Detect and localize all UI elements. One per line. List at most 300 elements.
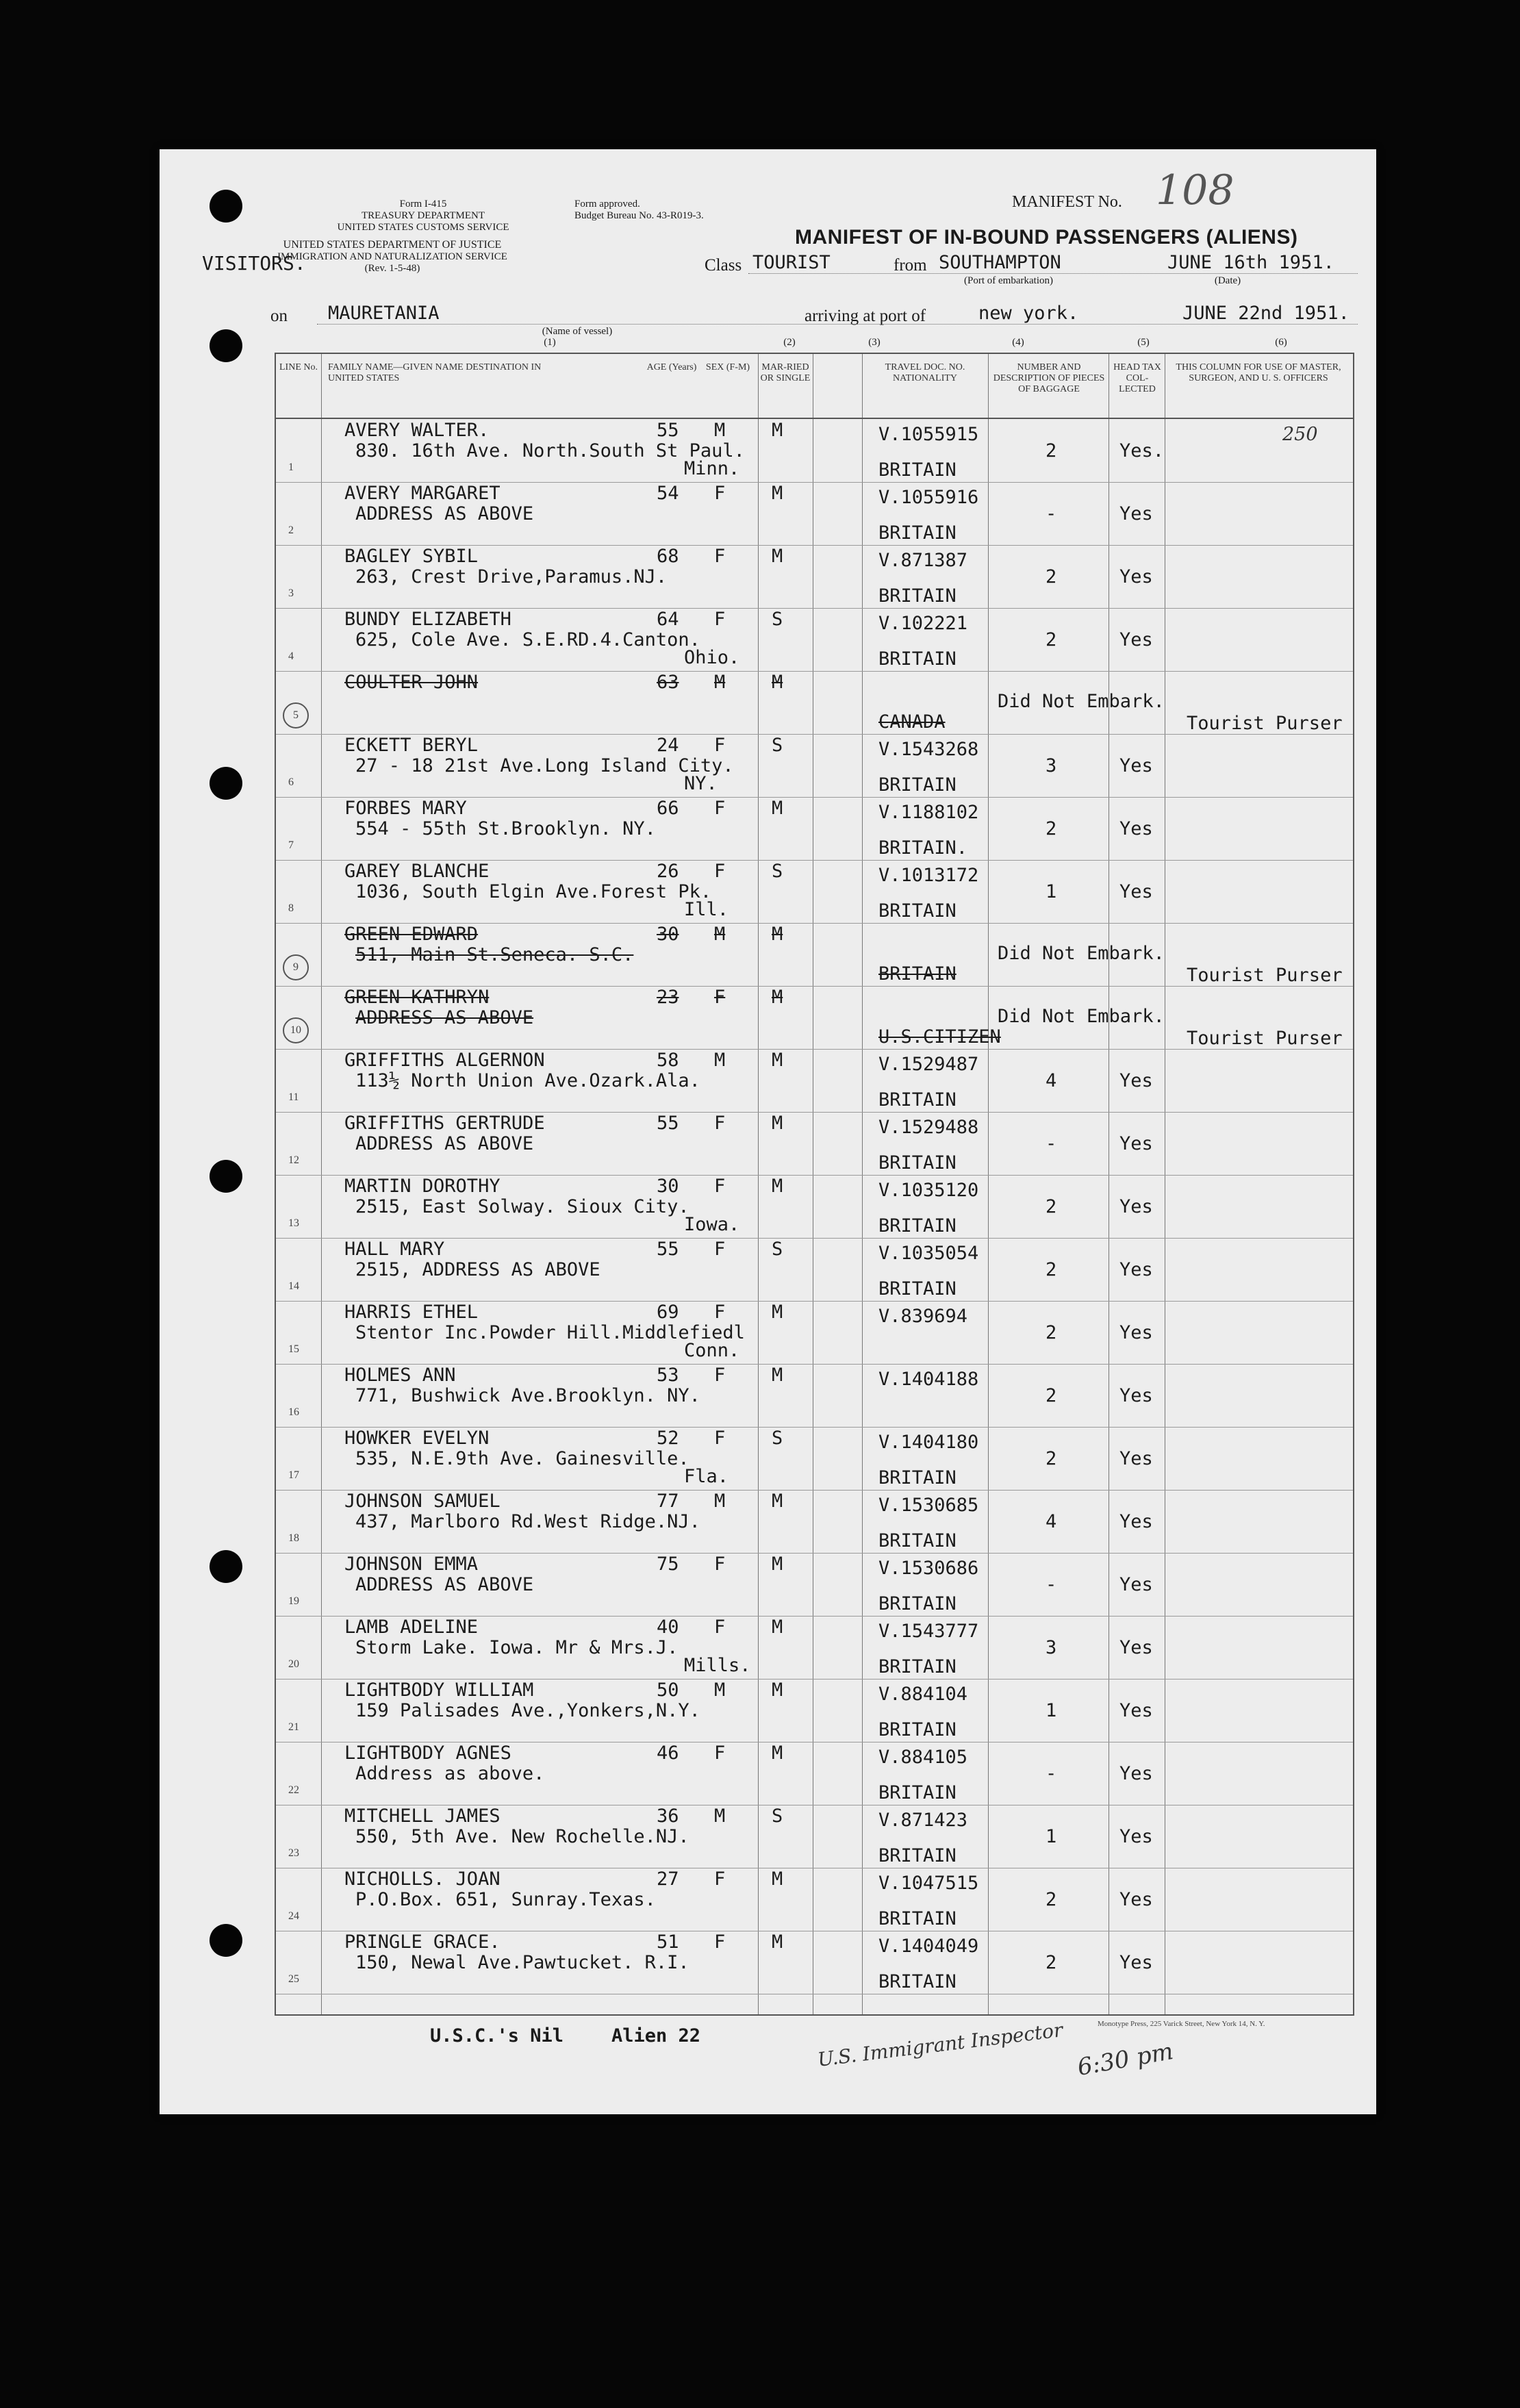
col-num-4: (4) [1012,337,1024,348]
baggage-count: 2 [1046,629,1057,650]
nationality: BRITAIN [878,1593,957,1614]
baggage-count: Did Not Embark. [998,943,1165,964]
destination-address: 625, Cole Ave. S.E.RD.4.Canton. [355,629,700,650]
baggage-count: 3 [1046,1637,1057,1658]
printer-credit: Monotype Press, 225 Varick Street, New York 14, N. Y. [1098,2020,1265,2028]
destination-address-cont: Iowa. [684,1214,740,1235]
binder-hole [210,767,242,800]
table-row [276,1490,1353,1554]
table-row [276,1238,1353,1302]
col-header-officers: THIS COLUMN FOR USE OF MASTER, SURGEON, AND U. S. OFFICERS [1176,362,1341,383]
marital-status: M [772,1050,783,1071]
passenger-name: JOHNSON SAMUEL [344,1491,501,1512]
head-tax: Yes [1119,1952,1153,1973]
table-row [276,1175,1353,1239]
binder-hole [210,329,242,362]
nationality: BRITAIN [878,1845,957,1866]
line-number: 9 [283,954,309,980]
head-tax: Yes [1119,566,1153,587]
travel-doc-no: V.1404188 [878,1369,979,1390]
passenger-name: LIGHTBODY WILLIAM [344,1680,534,1701]
passenger-sex: M [714,1050,726,1071]
passenger-name: GAREY BLANCHE [344,861,490,882]
line-number: 21 [288,1721,299,1733]
table-row [276,1931,1353,1994]
destination-address: 511, Main St.Seneca. S.C. [355,944,634,965]
destination-address: 1036, South Elgin Ave.Forest Pk. [355,881,712,902]
passenger-age: 55 [657,420,679,441]
nationality: BRITAIN [878,963,957,985]
passenger-sex: F [714,1742,726,1764]
line-number: 14 [288,1280,299,1292]
passenger-sex: F [714,798,726,819]
col-header-head-tax: HEAD TAX COL-LECTED [1113,362,1161,394]
col-header-name: FAMILY NAME—GIVEN NAME DESTINATION IN UNITED STATES [328,362,542,383]
destination-address-cont: Ill. [684,899,729,920]
head-tax: Yes [1119,818,1153,839]
head-tax: Yes [1119,1700,1153,1721]
nationality: BRITAIN [878,1530,957,1551]
marital-status: M [772,987,783,1008]
passenger-name: HOWKER EVELYN [344,1428,490,1449]
marital-status: M [772,1868,783,1890]
destination-address: P.O.Box. 651, Sunray.Texas. [355,1889,656,1910]
baggage-count: Did Not Embark. [998,691,1165,712]
passenger-name: COULTER JOHN [344,672,479,693]
head-tax: Yes. [1119,440,1165,461]
baggage-count: - [1046,503,1057,524]
travel-doc-no: V.1530685 [878,1495,979,1516]
destination-address: 437, Marlboro Rd.West Ridge.NJ. [355,1511,700,1532]
passenger-age: 51 [657,1931,679,1953]
passenger-name: GREEN EDWARD [344,924,479,945]
col-num-5: (5) [1137,337,1150,348]
marital-status: M [772,420,783,441]
destination-address: 830. 16th Ave. North.South St Paul. [355,440,745,461]
passenger-age: 50 [657,1680,679,1701]
vessel-note: (Name of vessel) [542,326,613,337]
passenger-sex: F [714,1302,726,1323]
passenger-sex: M [714,1805,726,1827]
passenger-sex: F [714,1176,726,1197]
class-value: TOURIST [752,252,831,273]
treasury-dept: TREASURY DEPARTMENT [361,210,485,221]
destination-address: 2515, ADDRESS AS ABOVE [355,1259,600,1280]
nationality: BRITAIN [878,1215,957,1237]
arrival-port: new york. [978,303,1079,324]
passenger-name: GRIFFITHS ALGERNON [344,1050,545,1071]
line-number: 22 [288,1784,299,1796]
passenger-age: 69 [657,1302,679,1323]
line-number: 12 [288,1154,299,1166]
destination-address: 263, Crest Drive,Paramus.NJ. [355,566,668,587]
marital-status: M [772,483,783,504]
line-number: 4 [288,650,294,662]
travel-doc-no: V.839694 [878,1306,968,1327]
nationality: BRITAIN [878,459,957,481]
usc-count: U.S.C.'s Nil [430,2025,564,2046]
passenger-sex: F [714,735,726,756]
nationality: BRITAIN [878,1719,957,1740]
marital-status: M [772,798,783,819]
passenger-age: 54 [657,483,679,504]
passenger-name: AVERY MARGARET [344,483,501,504]
marital-status: S [772,861,783,882]
passenger-age: 27 [657,1868,679,1890]
line-number: 13 [288,1217,299,1229]
destination-address: 771, Bushwick Ave.Brooklyn. NY. [355,1385,700,1406]
line-number: 25 [288,1973,299,1985]
nationality: CANADA [878,711,946,733]
passenger-name: GRIFFITHS GERTRUDE [344,1113,545,1134]
passenger-sex: F [714,1113,726,1134]
col-header-line: LINE No. [279,362,318,372]
passenger-name: LIGHTBODY AGNES [344,1742,511,1764]
baggage-count: 2 [1046,1952,1057,1973]
destination-address: Storm Lake. Iowa. Mr & Mrs.J. [355,1637,679,1658]
passenger-age: 24 [657,735,679,756]
nationality: BRITAIN. [878,837,968,859]
passenger-age: 75 [657,1554,679,1575]
destination-address: 150, Newal Ave.Pawtucket. R.I. [355,1952,689,1973]
officer-note: 250 [1282,424,1318,445]
passenger-age: 66 [657,798,679,819]
marital-status: S [772,735,783,756]
destination-address-cont: NY. [684,773,718,794]
travel-doc-no: V.1047515 [878,1873,979,1894]
travel-doc-no: V.1529488 [878,1117,979,1138]
vessel-name: MAURETANIA [328,303,440,324]
line-number: 18 [288,1532,299,1544]
line-number: 15 [288,1343,299,1355]
table-row [276,1427,1353,1491]
nationality: BRITAIN [878,522,957,544]
budget-bureau: Budget Bureau No. 43-R019-3. [574,210,704,221]
passenger-name: LAMB ADELINE [344,1617,479,1638]
passenger-sex: M [714,1491,726,1512]
line-number: 6 [288,776,294,788]
passenger-age: 26 [657,861,679,882]
passenger-sex: F [714,1554,726,1575]
marital-status: S [772,1239,783,1260]
passenger-sex: F [714,1931,726,1953]
passenger-age: 30 [657,1176,679,1197]
passenger-name: BUNDY ELIZABETH [344,609,511,630]
marital-status: S [772,1428,783,1449]
passenger-age: 58 [657,1050,679,1071]
travel-doc-no: V.884104 [878,1684,968,1705]
line-number: 5 [283,702,309,728]
baggage-count: - [1046,1574,1057,1595]
passenger-name: GREEN KATHRYN [344,987,490,1008]
nationality: BRITAIN [878,774,957,796]
baggage-count: Did Not Embark. [998,1006,1165,1027]
passenger-sex: F [714,546,726,567]
passenger-sex: F [714,1617,726,1638]
manifest-title: MANIFEST OF IN-BOUND PASSENGERS (ALIENS) [795,226,1298,249]
passenger-age: 64 [657,609,679,630]
travel-doc-no: V.1035120 [878,1180,979,1201]
marital-status: M [772,924,783,945]
destination-address: 550, 5th Ave. New Rochelle.NJ. [355,1826,689,1847]
destination-address: ADDRESS AS ABOVE [355,1133,534,1154]
passenger-age: 55 [657,1113,679,1134]
table-row [276,671,1353,735]
col-num-1: (1) [544,337,556,348]
destination-address: ADDRESS AS ABOVE [355,1007,534,1028]
arrival-date: JUNE 22nd 1951. [1182,303,1350,324]
passenger-name: BAGLEY SYBIL [344,546,479,567]
table-row [276,1112,1353,1176]
nationality: BRITAIN [878,1656,957,1677]
from-label: from [894,256,927,275]
passenger-name: PRINGLE GRACE. [344,1931,501,1953]
customs-service: UNITED STATES CUSTOMS SERVICE [337,222,509,233]
marital-status: M [772,1931,783,1953]
passenger-age: 53 [657,1365,679,1386]
travel-doc-no: V.1543268 [878,739,979,760]
travel-doc-no: V.1529487 [878,1054,979,1075]
col-num-6: (6) [1275,337,1287,348]
ins-service: IMMIGRATION AND NATURALIZATION SERVICE [277,251,507,262]
nationality: BRITAIN [878,1278,957,1300]
baggage-count: 2 [1046,818,1057,839]
form-number: Form I-415 [399,199,447,210]
destination-address: 113½ North Union Ave.Ozark.Ala. [355,1070,700,1091]
destination-address: 554 - 55th St.Brooklyn. NY. [355,818,656,839]
visitors-stamp: VISITORS. [202,252,306,275]
head-tax: Yes [1119,1889,1153,1910]
nationality: U.S.CITIZEN [878,1026,1001,1048]
col-num-3: (3) [868,337,881,348]
justice-dept: UNITED STATES DEPARTMENT OF JUSTICE [283,239,502,251]
head-tax: Yes [1119,1196,1153,1217]
head-tax: Yes [1119,1133,1153,1154]
head-tax: Yes [1119,1322,1153,1343]
destination-address-cont: Mills. [684,1655,751,1676]
baggage-count: 3 [1046,755,1057,776]
inspector-stamp: U.S. Immigrant Inspector [816,2018,1065,2071]
marital-status: M [772,1680,783,1701]
passenger-name: HALL MARY [344,1239,445,1260]
form-approved: Form approved. [574,199,640,210]
head-tax: Yes [1119,1574,1153,1595]
table-row [276,419,1353,483]
passenger-sex: F [714,1365,726,1386]
on-label: on [270,307,288,325]
table-row [276,608,1353,672]
passenger-name: MITCHELL JAMES [344,1805,501,1827]
date-note: (Date) [1214,275,1241,286]
passenger-sex: F [714,1868,726,1890]
destination-address-cont: Fla. [684,1466,729,1487]
destination-address: ADDRESS AS ABOVE [355,1574,534,1595]
passenger-age: 52 [657,1428,679,1449]
marital-status: S [772,609,783,630]
line-number: 7 [288,839,294,851]
alien-count: Alien 22 [611,2025,701,2046]
manifest-no-label: MANIFEST No. [1012,193,1122,211]
head-tax: Yes [1119,1763,1153,1784]
passenger-sex: F [714,609,726,630]
marital-status: M [772,672,783,693]
table-row [276,482,1353,546]
passenger-age: 63 [657,672,679,693]
baggage-count: - [1046,1763,1057,1784]
officer-note: Tourist Purser [1187,965,1343,986]
travel-doc-no: V.1013172 [878,865,979,886]
passenger-age: 30 [657,924,679,945]
line-number: 24 [288,1910,299,1922]
arriving-label: arriving at port of [805,307,926,325]
head-tax: Yes [1119,503,1153,524]
table-row [276,1868,1353,1931]
col-header-age: AGE (Years) [646,362,697,372]
marital-status: M [772,1617,783,1638]
baggage-count: 2 [1046,1448,1057,1469]
destination-address: Stentor Inc.Powder Hill.Middlefiedl [355,1322,745,1343]
travel-doc-no: V.102221 [878,613,968,634]
baggage-count: 2 [1046,1259,1057,1280]
line-number: 20 [288,1658,299,1670]
passenger-name: FORBES MARY [344,798,467,819]
travel-doc-no: V.1055916 [878,487,979,508]
head-tax: Yes [1119,1637,1153,1658]
col-header-travel-doc: TRAVEL DOC. NO. NATIONALITY [885,362,965,383]
travel-doc-no: V.1404049 [878,1936,979,1957]
nationality: BRITAIN [878,1782,957,1803]
line-number: 1 [288,461,294,473]
destination-address-cont: Ohio. [684,647,740,668]
nationality: BRITAIN [878,900,957,922]
nationality: BRITAIN [878,585,957,607]
baggage-count: 4 [1046,1070,1057,1091]
head-tax: Yes [1119,1070,1153,1091]
officer-note: Tourist Purser [1187,713,1343,734]
head-tax: Yes [1119,1448,1153,1469]
travel-doc-no: V.871423 [878,1810,968,1831]
baggage-count: 2 [1046,1889,1057,1910]
table-row [276,986,1353,1050]
form-revision: (Rev. 1-5-48) [364,263,420,274]
passenger-age: 36 [657,1805,679,1827]
from-value: SOUTHAMPTON [939,252,1061,273]
passenger-age: 23 [657,987,679,1008]
travel-doc-no: V.884105 [878,1747,968,1768]
class-label: Class [705,256,742,275]
destination-address: 2515, East Solway. Sioux City. [355,1196,689,1217]
travel-doc-no: V.871387 [878,550,968,571]
officer-note: Tourist Purser [1187,1028,1343,1049]
passenger-sex: M [714,420,726,441]
passenger-age: 46 [657,1742,679,1764]
departure-date: JUNE 16th 1951. [1167,252,1334,273]
passenger-sex: F [714,861,726,882]
line-number: 11 [288,1091,299,1103]
passenger-name: HARRIS ETHEL [344,1302,479,1323]
marital-status: M [772,1742,783,1764]
baggage-count: - [1046,1133,1057,1154]
table-row [276,1805,1353,1868]
head-tax: Yes [1119,1826,1153,1847]
travel-doc-no: V.1543777 [878,1621,979,1642]
marital-status: M [772,1491,783,1512]
table-row [276,797,1353,861]
marital-status: M [772,1365,783,1386]
passenger-sex: M [714,672,726,693]
head-tax: Yes [1119,881,1153,902]
line-number: 3 [288,587,294,599]
marital-status: M [772,1176,783,1197]
manifest-no-value: 108 [1156,166,1234,214]
travel-doc-no: V.1404180 [878,1432,979,1453]
table-row [276,734,1353,798]
line-number: 23 [288,1847,299,1859]
travel-doc-no: V.1188102 [878,802,979,823]
table-row [276,923,1353,987]
baggage-count: 2 [1046,1196,1057,1217]
table-row [276,1301,1353,1365]
col-num-2: (2) [783,337,796,348]
table-row [276,1364,1353,1428]
baggage-count: 2 [1046,440,1057,461]
passenger-age: 77 [657,1491,679,1512]
table-row [276,1679,1353,1742]
marital-status: M [772,1302,783,1323]
baggage-count: 1 [1046,1826,1057,1847]
nationality: BRITAIN [878,1971,957,1992]
marital-status: S [772,1805,783,1827]
line-number: 2 [288,524,294,536]
passenger-name: MARTIN DOROTHY [344,1176,501,1197]
line-number: 17 [288,1469,299,1481]
destination-address: ADDRESS AS ABOVE [355,503,534,524]
destination-address-cont: Minn. [684,458,740,479]
destination-address: 27 - 18 21st Ave.Long Island City. [355,755,734,776]
passenger-sex: M [714,924,726,945]
baggage-count: 1 [1046,1700,1057,1721]
baggage-count: 2 [1046,1322,1057,1343]
passenger-sex: F [714,483,726,504]
head-tax: Yes [1119,1259,1153,1280]
line-number: 10 [283,1017,309,1043]
table-row [276,1616,1353,1680]
passenger-sex: F [714,987,726,1008]
line-number: 8 [288,902,294,914]
table-row [276,1049,1353,1113]
nationality: BRITAIN [878,1152,957,1174]
head-tax: Yes [1119,755,1153,776]
marital-status: M [772,1554,783,1575]
travel-doc-no: V.1530686 [878,1558,979,1579]
table-row [276,860,1353,924]
destination-address: Address as above. [355,1763,545,1784]
head-tax: Yes [1119,1385,1153,1406]
passenger-age: 68 [657,546,679,567]
marital-status: M [772,546,783,567]
baggage-count: 1 [1046,881,1057,902]
passenger-name: ECKETT BERYL [344,735,479,756]
port-note: (Port of embarkation) [964,275,1053,286]
binder-hole [210,1924,242,1957]
col-header-married: MAR-RIED OR SINGLE [760,362,811,383]
passenger-name: JOHNSON EMMA [344,1554,479,1575]
col-header-sex: SEX (F-M) [705,362,750,372]
head-tax: Yes [1119,1511,1153,1532]
destination-address: 159 Palisades Ave.,Yonkers,N.Y. [355,1700,700,1721]
inspection-time: 6:30 pm [1075,2038,1176,2081]
destination-address-cont: Conn. [684,1340,740,1361]
